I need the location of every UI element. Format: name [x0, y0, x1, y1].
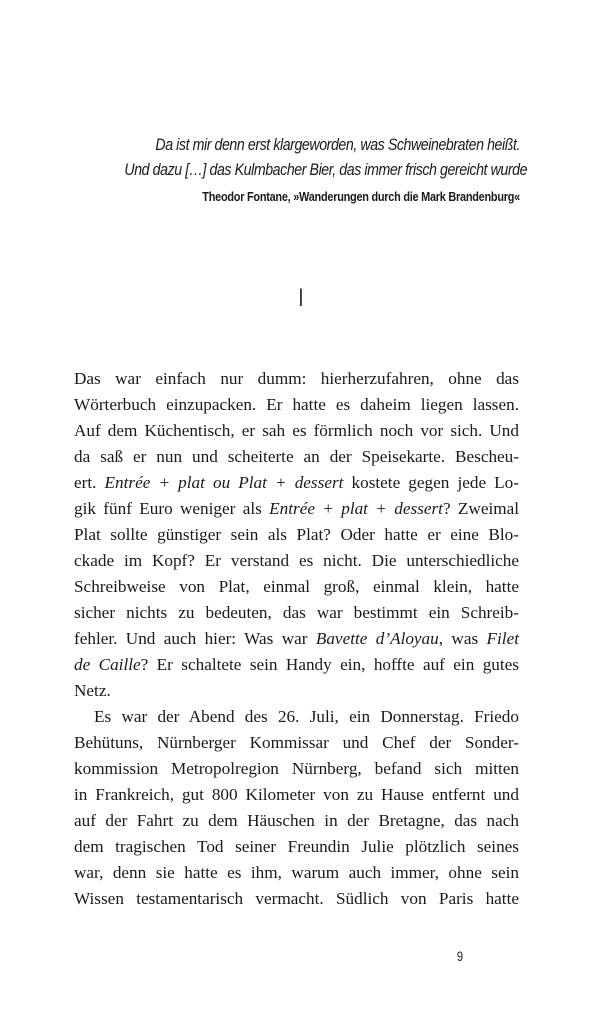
text-line: Schreibweise von Plat, einmal groß, einmal klein, hatte [74, 577, 519, 596]
text-line: Plat sollte günstiger sein als Plat? Oder hatte er eine Blo- [74, 525, 519, 544]
text-line: Auf dem Küchentisch, er sah es förmlich noch vor sich. Und [74, 421, 519, 440]
text-line [74, 470, 519, 496]
text-line [74, 496, 519, 522]
italic-run: Entrée + plat ou Plat + dessert [104, 473, 344, 492]
text-run: ert. [74, 473, 105, 492]
text-line: Netz. [74, 681, 111, 700]
text-line: kommission Metropolregion Nürnberg, befand sich mitten [74, 759, 519, 778]
text-line: da saß er nun und scheiterte an der Speisekarte. Bescheu- [74, 447, 519, 466]
italic-run: de Caille [74, 655, 141, 674]
chapter-number: I [298, 284, 304, 312]
text-line: war, denn sie hatte es ihm, warum auch immer, ohne sein [74, 863, 519, 882]
italic-run: Entrée + plat + dessert [269, 499, 443, 518]
paragraph-2 [74, 704, 519, 912]
paragraph-1 [74, 366, 519, 704]
text-line: Wörterbuch einzupacken. Er hatte es daheim liegen lassen. [74, 395, 519, 414]
text-run: gik fünf Euro weniger als [74, 499, 270, 518]
text-line: ckade im Kopf? Er verstand es nicht. Die unterschiedliche [74, 551, 519, 570]
body-text [74, 366, 519, 912]
text-run: , was [438, 629, 487, 648]
text-line: Wissen testamentarisch vermacht. Südlich von Paris hatte [74, 889, 519, 908]
italic-run: Bavette d’Aloyau [315, 629, 439, 648]
text-line: Das war einfach nur dumm: hierherzufahren, ohne das [74, 369, 519, 388]
text-run: ? Zweimal [442, 499, 519, 518]
epigraph-line: Da ist mir denn erst klargeworden, was Schweinebraten heißt. [155, 136, 520, 154]
text-line [74, 626, 519, 652]
text-line: sicher nichts zu bedeuten, das war bestimmt ein Schreib- [74, 603, 519, 622]
text-line [74, 652, 519, 678]
page-number: 9 [456, 948, 464, 964]
epigraph-attribution: Theodor Fontane, »Wanderungen durch die Mark Brandenburg« [202, 189, 520, 204]
text-line: auf der Fahrt zu dem Häuschen in der Bretagne, das nach [74, 811, 519, 830]
text-run: fehler. Und auch hier: Was war [74, 629, 316, 648]
text-line: Es war der Abend des 26. Juli, ein Donnerstag. Friedo [94, 707, 519, 726]
epigraph [60, 133, 528, 206]
text-run: ? Er schaltete sein Handy ein, hoffte auf ein gutes [140, 655, 519, 674]
epigraph-line: Und dazu […] das Kulmbacher Bier, das immer frisch gereicht wurde [124, 161, 528, 179]
text-line: dem tragischen Tod seiner Freundin Julie plötzlich seines [74, 837, 519, 856]
text-line: in Frankreich, gut 800 Kilometer von zu Hause entfernt und [74, 785, 519, 804]
text-line: Behütuns, Nürnberger Kommissar und Chef der Sonder- [74, 733, 519, 752]
text-run: kostete gegen jede Lo- [343, 473, 519, 492]
italic-run: Filet [486, 629, 519, 648]
